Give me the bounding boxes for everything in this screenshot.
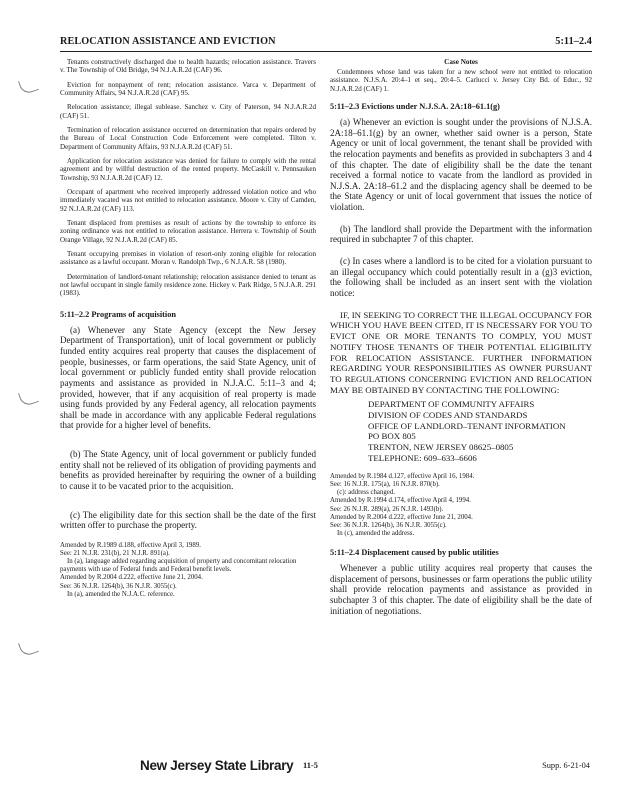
library-stamp: New Jersey State Library (140, 758, 294, 773)
address-line: TRENTON, NEW JERSEY 08625–0805 (368, 442, 514, 453)
history-line: See: 16 N.J.R. 175(a), 16 N.J.R. 870(b). (330, 481, 440, 489)
address-line: PO BOX 805 (368, 431, 416, 442)
history-line: Amended by R.1989 d.188, effective April 3, 1989. (60, 542, 201, 550)
section-paragraph: Whenever a public utility acquires real property that causes the displacement of persons, businesses or farm operations the public utility shall provide relocation payments and assistance as provided in subchapter 3 of this chapter. The date of eligibility shall be the date of initiation of negotiations. (330, 562, 592, 616)
right-column (330, 58, 592, 627)
history-line: Amended by R.1994 d.174, effective April 4, 1994. (330, 497, 471, 505)
page-number: 11-5 (303, 761, 318, 770)
case-note: Tenants constructively discharged due to health hazards; relocation assistance. Travers v. The Township of Old Bridge, 94 N.J.A.R.2d (CAF) 96. (60, 58, 316, 75)
section-paragraph: (a) Whenever an eviction is sought under the provisions of N.J.S.A. 2A:18–61.1(g) by an owner, whether said owner is a person, State Agency or unit of local government, the tenant shall be provided with the relocation payments and benefits as provided in subchapters 3 and 4 of this chapter. The date of eligibility shall be the date the tenant received a formal notice to vacate from the landlord as provided in N.J.S.A. 2A:18–61.2 and the displacing agency shall be deemed to be the State Agency or unit of local government that issues the notice of violation. (330, 116, 592, 213)
header-rule (60, 51, 592, 52)
history-line: (c): address changed. (337, 489, 395, 497)
case-notes-title: Case Notes (444, 58, 478, 66)
running-header (60, 36, 592, 50)
case-note: Eviction for nonpayment of rent; relocation assistance. Varca v. Department of Community Affairs, 94 N.J.A.R.2d (CAF) 95. (60, 80, 316, 97)
section-paragraph: (a) Whenever any State Agency (except the New Jersey Department of Transportation), unit of local government or publicly funded entity acquires real property that causes the displacement of people, businesses, or farm operations, the said State Agency, unit of local government or publicly funded entity shall provide relocation payments and assistance as provided in N.J.A.C. 5:11–3 and 4; provided, however, that if any acquisition of real property is made using funds provided by any Federal agency, all relocation payments shall be made in accordance with any applicable Federal regulations that provide for a higher level of benefits. (60, 324, 316, 431)
history-line: See: 26 N.J.R. 289(a), 26 N.J.R. 1493(b). (330, 505, 444, 513)
section-paragraph: (c) In cases where a landlord is to be cited for a violation pursuant to an illegal occupancy which could potentially result in a (g)3 eviction, the following shall be included as an insert sent with the violation notice: (330, 256, 592, 299)
case-note: Tenant displaced from premises as result of actions by the township to enforce its zoning ordinance was not entitled to relocation assistance. Herrera v. Township of South Orange Village, 92 N.J.A.R.2d (CAF) 85. (60, 219, 316, 244)
history-line: In (a), amended the N.J.A.C. reference. (67, 590, 175, 598)
case-note: Determination of landlord-tenant relationship; relocation assistance denied to tenant as not lawful occupant in single family residence zone. Hickey v. Park Ridge, 5 N.J.A.R. 291 (1983). (60, 272, 316, 298)
supplement-date: Supp. 6-21-04 (542, 761, 590, 770)
address-line: TELEPHONE: 609–633–6606 (368, 453, 477, 464)
header-section-number: 5:11–2.4 (555, 36, 592, 47)
section-heading: 5:11–2.2 Programs of acquisition (60, 309, 177, 319)
section-paragraph: (b) The landlord shall provide the Department with the information required in subchapter 7 of this chapter. (330, 223, 592, 245)
history-note (330, 473, 592, 538)
case-note: Tenant occupying premises in violation of resort-only zoning eligible for relocation assistance as a lawful occupant. Moran v. Randolph Twp., 6 N.J.A.R. 58 (1980). (60, 250, 316, 267)
violation-notice-insert: IF, IN SEEKING TO CORRECT THE ILLEGAL OCCUPANCY FOR WHICH YOU HAVE BEEN CITED, IT IS NECESSARY FOR YOU TO EVICT ONE OR MORE TENANTS TO COMPLY, YOU MUST NOTIFY THOSE TENANTS OF THEIR POTENTIAL ELIGIBILITY FOR RELOCATION ASSISTANCE. FURTHER INFORMATION REGARDING YOUR RESPONSIBILITIES AS OWNER PURSUANT TO REGULATIONS CONCERNING EVICTION AND RELOCATION MAY BE OBTAINED BY CONTACTING THE FOLLOWING: (330, 309, 592, 395)
address-line: OFFICE OF LANDLORD–TENANT INFORMATION (368, 420, 566, 431)
case-note: Condemnees whose land was taken for a new school were not entitled to relocation assistance. N.J.S.A. 20:4–1 et seq., 20:4–5. Carlucci v. Jersey City Bd. of Educ., 92 N.J.A.R.2d (CAF) 1. (330, 68, 592, 93)
section-heading: 5:11–2.3 Evictions under N.J.S.A. 2A:18–61.1(g) (330, 101, 500, 111)
left-column (60, 58, 316, 607)
case-note: Application for relocation assistance was denied for failure to comply with the rental agreement and by willful destruction of the rented property. McCaskill v. Pennsauken Township, 93 N.J.A.R.2d (CAF) 12. (60, 157, 316, 182)
address-line: DEPARTMENT OF COMMUNITY AFFAIRS (368, 398, 535, 409)
section-paragraph: (c) The eligibility date for this section shall be the date of the first written offer to purchase the property. (60, 509, 316, 531)
history-line: See: 36 N.J.R. 1264(b), 36 N.J.R. 3055(c). (330, 521, 447, 529)
history-line: Amended by R.1984 d.127, effective April 16, 1984. (330, 473, 475, 481)
punch-hole-mark (18, 76, 39, 96)
history-line: In (a), language added regarding acquisition of property and concomitant relocation payments with use of Federal funds and Federal benefit levels. (60, 558, 297, 574)
section-heading: 5:11–2.4 Displacement caused by public utilities (330, 547, 499, 557)
contact-address (330, 399, 592, 464)
section-paragraph: (b) The State Agency, unit of local government or publicly funded entity shall not be relieved of its obligation of providing payments and benefits as provided hereinafter by requiring the owner of a building to cause it to be vacated prior to the acquisition. (60, 449, 316, 492)
address-line: DIVISION OF CODES AND STANDARDS (368, 409, 528, 420)
history-line: See: 36 N.J.R. 1264(b), 36 N.J.R. 3055(c). (60, 582, 177, 590)
header-title: RELOCATION ASSISTANCE AND EVICTION (60, 36, 276, 47)
history-line: See: 21 N.J.R. 231(b), 21 N.J.R. 891(a). (60, 550, 170, 558)
case-note: Relocation assistance; illegal sublease. Sanchez v. City of Paterson, 94 N.J.A.R.2d (CAF) 51. (60, 103, 316, 120)
punch-hole-mark (18, 638, 39, 658)
punch-hole-mark (18, 388, 39, 408)
case-note: Termination of relocation assistance occurred on determination that repairs ordered by the Bureau of Local Construction Code Enforcement were completed. Tilton v. Department of Community Affairs, 93 N.J.A.R.2d (CAF) 51. (60, 126, 316, 151)
history-line: Amended by R.2004 d.222, effective June 21, 2004. (330, 513, 473, 521)
case-note: Occupant of apartment who received improperly addressed violation notice and who immediately vacated was not entitled to relocation assistance. Moore v. City of Camden, 92 N.J.A.R.2d (CAF) 113. (60, 188, 316, 213)
case-notes (60, 58, 316, 298)
history-line: Amended by R.2004 d.222, effective June 21, 2004. (60, 574, 203, 582)
page-footer (140, 758, 600, 778)
history-note (60, 542, 316, 599)
history-line: In (c), amended the address. (337, 529, 415, 537)
